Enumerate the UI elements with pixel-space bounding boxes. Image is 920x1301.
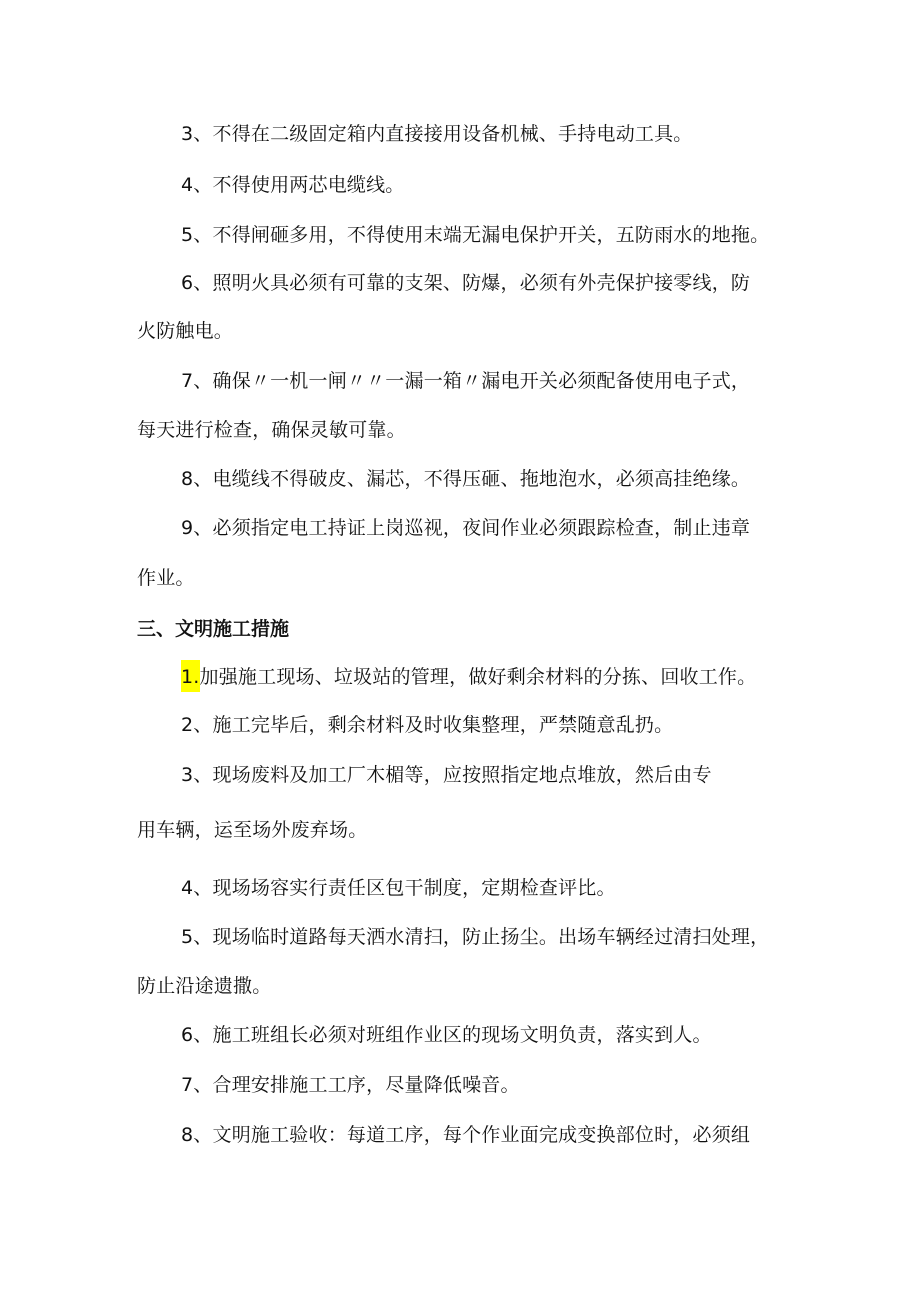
paragraph-line: 4、不得使用两芯电缆线。: [181, 174, 405, 196]
paragraph-line: 3、不得在二级固定箱内直接接用设备机械、手持电动工具。: [181, 123, 693, 145]
paragraph-line: 9、必须指定电工持证上岗巡视，夜间作业必须跟踪检查，制止违章: [181, 517, 751, 539]
paragraph-line: 8、文明施工验收：每道工序，每个作业面完成变换部位时，必须组: [181, 1124, 751, 1146]
highlighted-item: [181, 665, 756, 689]
paragraph-line: 2、施工完毕后，剩余材料及时收集整理，严禁随意乱扔。: [181, 714, 674, 736]
paragraph-line: 用车辆，运至场外废弃场。: [137, 819, 368, 841]
paragraph-line: 7、合理安排施工工序，尽量降低噪音。: [181, 1074, 520, 1096]
paragraph-line: 8、电缆线不得破皮、漏芯，不得压砸、拖地泡水，必须高挂绝缘。: [181, 468, 751, 490]
paragraph-line: 5、不得闸砸多用，不得使用末端无漏电保护开关，五防雨水的地拖。: [181, 224, 770, 246]
paragraph-line: 每天进行检查，确保灵敏可靠。: [137, 419, 406, 441]
paragraph-line: 防止沿途遗撒。: [137, 975, 272, 997]
paragraph-line: 4、现场场容实行责任区包干制度，定期检查评比。: [181, 877, 616, 899]
paragraph-line: 5、现场临时道路每天洒水清扫，防止扬尘。出场车辆经过清扫处理，: [181, 926, 770, 948]
paragraph-line: 6、施工班组长必须对班组作业区的现场文明负责，落实到人。: [181, 1024, 712, 1046]
paragraph-line: 6、照明火具必须有可靠的支架、防爆，必须有外壳保护接零线，防: [181, 272, 751, 294]
section-heading: 三、文明施工措施: [137, 618, 290, 640]
paragraph-line: 作业。: [137, 567, 195, 589]
highlighted-number: 1.: [181, 660, 200, 692]
paragraph-line: 火防触电。: [137, 320, 234, 342]
paragraph-line: 7、确保〃一机一闸〃〃一漏一箱〃漏电开关必须配备使用电子式，: [181, 370, 751, 392]
paragraph-line: 3、现场废料及加工厂木楣等，应按照指定地点堆放，然后由专: [181, 764, 712, 786]
item-text: 加强施工现场、垃圾站的管理，做好剩余材料的分拣、回收工作。: [199, 666, 757, 688]
